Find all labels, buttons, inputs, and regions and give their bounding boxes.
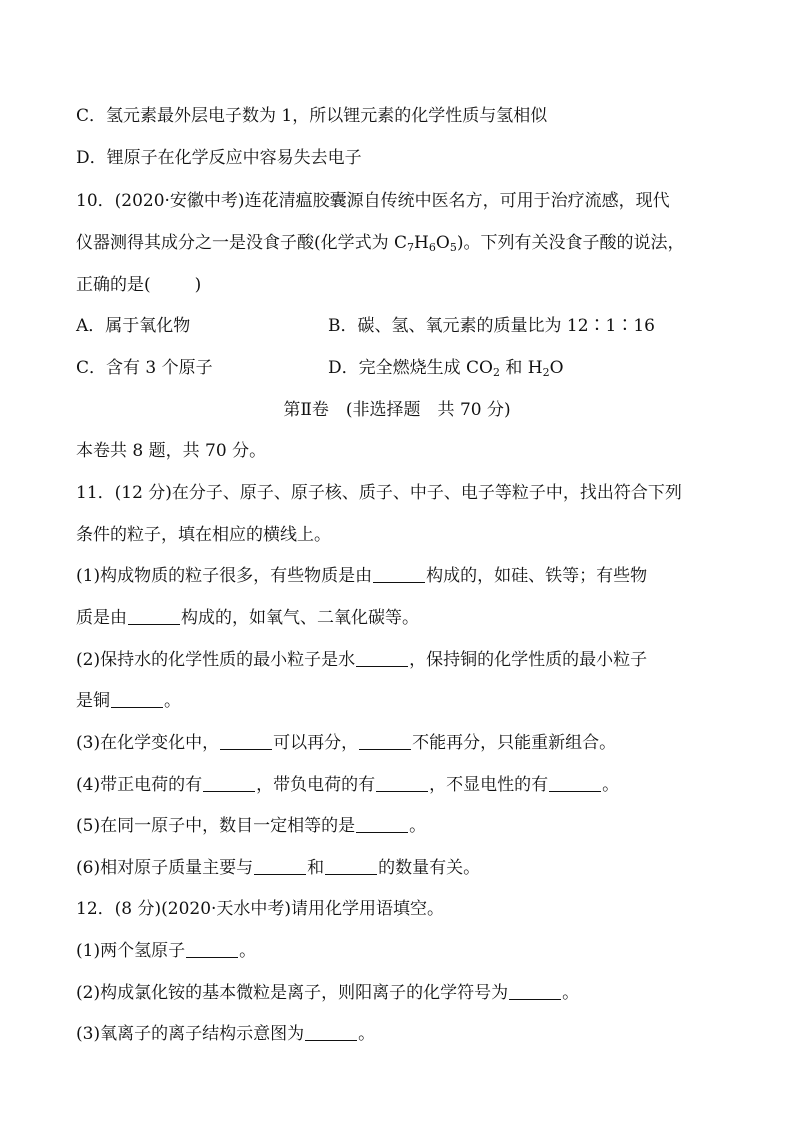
answer-blank[interactable] — [509, 983, 561, 1000]
q11-stem-line2: 条件的粒子，填在相应的横线上。 — [76, 525, 331, 545]
answer-blank[interactable] — [356, 650, 408, 667]
answer-blank[interactable] — [128, 608, 180, 625]
q10-option-a: A．属于氧化物 — [76, 316, 191, 336]
q12-part2: (2)构成氯化铵的基本微粒是离子，则阳离子的化学符号为 。 — [76, 983, 580, 1003]
answer-blank[interactable] — [549, 775, 601, 792]
answer-blank[interactable] — [373, 566, 425, 583]
q9-option-d: D．锂原子在化学反应中容易失去电子 — [76, 148, 362, 168]
q12-stem: 12．(8 分)(2020·天水中考)请用化学用语填空。 — [76, 899, 445, 919]
q11-part2-line1: (2)保持水的化学性质的最小粒子是水 ，保持铜的化学性质的最小粒子 — [76, 650, 648, 670]
q11-part1-line2: 质是由 构成的，如氧气、二氧化碳等。 — [76, 608, 419, 628]
q11-part6: (6)相对原子质量主要与 和 的数量有关。 — [76, 858, 481, 878]
q10-option-b: B．碳、氢、氧元素的质量比为 12∶1∶16 — [328, 316, 655, 336]
answer-blank[interactable] — [203, 775, 255, 792]
answer-blank[interactable] — [359, 733, 411, 750]
answer-blank[interactable] — [111, 691, 163, 708]
section-title: 第Ⅱ卷 (非选择题 共 70 分) — [283, 400, 511, 420]
q9-option-c: C．氢元素最外层电子数为 1，所以锂元素的化学性质与氢相似 — [76, 106, 548, 126]
q11-part2-line2: 是铜 。 — [76, 691, 181, 711]
answer-blank[interactable] — [186, 941, 238, 958]
answer-blank[interactable] — [220, 733, 272, 750]
q10-option-c: C．含有 3 个原子 — [76, 358, 213, 378]
q11-part1-line1: (1)构成物质的粒子很多，有些物质是由 构成的，如硅、铁等；有些物 — [76, 566, 648, 586]
q10-stem-line1: 10．(2020·安徽中考)连花清瘟胶囊源自传统中医名方，可用于治疗流感，现代 — [76, 191, 670, 211]
q11-part4: (4)带正电荷的有 ，带负电荷的有 ，不显电性的有 。 — [76, 775, 620, 795]
q12-part1: (1)两个氢原子 。 — [76, 941, 257, 961]
q11-part3: (3)在化学变化中， 可以再分， 不能再分，只能重新组合。 — [76, 733, 617, 753]
answer-blank[interactable] — [305, 1024, 357, 1041]
section-intro: 本卷共 8 题，共 70 分。 — [76, 441, 267, 461]
answer-blank[interactable] — [325, 858, 377, 875]
q10-stem-line3: 正确的是( ) — [76, 275, 202, 295]
answer-blank[interactable] — [254, 858, 306, 875]
q10-stem-line2: 仪器测得其成分之一是没食子酸(化学式为 $C_7H_6O_5$)。下列有关没食子酸的说法， — [76, 233, 685, 254]
q12-part3: (3)氧离子的离子结构示意图为 。 — [76, 1024, 376, 1044]
answer-blank[interactable] — [376, 775, 428, 792]
q10-option-d: D．完全燃烧生成 $CO_2$ 和 $H_2O$ — [328, 358, 564, 379]
q11-stem-line1: 11．(12 分)在分子、原子、原子核、质子、中子、电子等粒子中，找出符合下列 — [76, 483, 682, 503]
answer-blank[interactable] — [356, 816, 408, 833]
q11-part5: (5)在同一原子中，数目一定相等的是 。 — [76, 816, 427, 836]
